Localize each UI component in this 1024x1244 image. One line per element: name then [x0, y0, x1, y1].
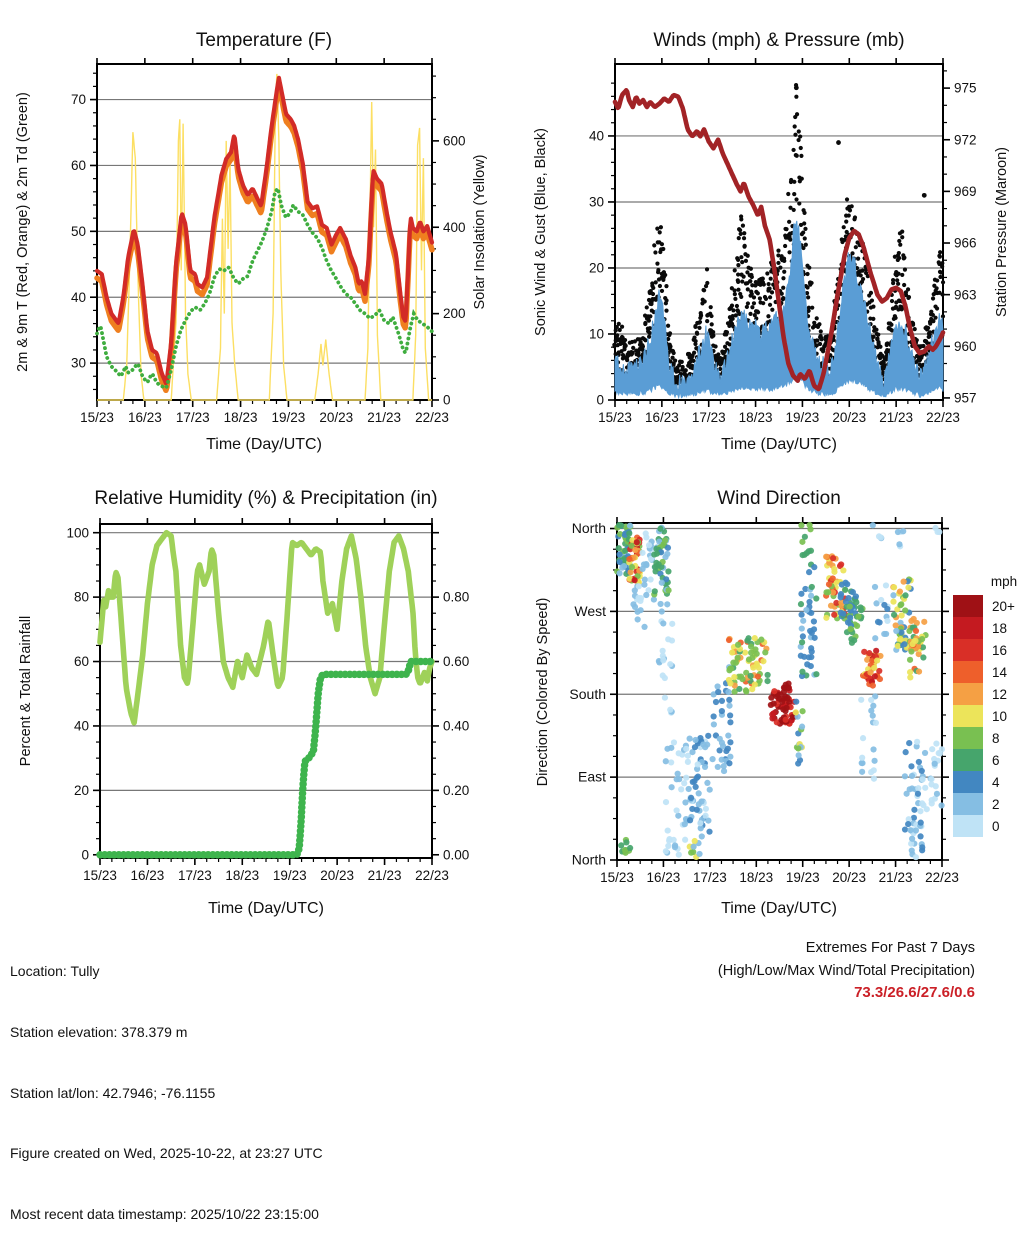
svg-text:15/23: 15/23 [80, 410, 114, 425]
svg-text:40: 40 [588, 128, 604, 144]
station-elevation: Station elevation: 378.379 m [10, 1024, 188, 1041]
svg-text:18/23: 18/23 [225, 868, 260, 883]
svg-text:18/23: 18/23 [223, 410, 258, 425]
svg-text:30: 30 [588, 194, 604, 210]
svg-text:20/23: 20/23 [319, 410, 354, 425]
svg-text:18: 18 [992, 621, 1008, 636]
wind-gust-y-axis-label-left: Sonic Wind & Gust (Blue, Black) [533, 128, 549, 336]
svg-text:15/23: 15/23 [598, 410, 632, 425]
svg-text:16/23: 16/23 [646, 870, 681, 885]
pressure-y-axis-label-right: Station Pressure (Maroon) [994, 146, 1010, 318]
temperature-x-axis-label: Time (Day/UTC) [206, 436, 322, 453]
extremes-title: Extremes For Past 7 Days [805, 940, 975, 956]
svg-text:972: 972 [954, 132, 977, 148]
svg-text:16/23: 16/23 [644, 410, 679, 425]
svg-text:966: 966 [954, 235, 977, 251]
svg-text:60: 60 [73, 654, 89, 670]
svg-text:16/23: 16/23 [127, 410, 162, 425]
svg-text:North: North [571, 520, 606, 537]
direction-y-axis-label-left: Direction (Colored By Speed) [535, 597, 551, 787]
svg-text:0: 0 [443, 392, 451, 408]
svg-text:19/23: 19/23 [785, 410, 820, 425]
svg-text:963: 963 [954, 287, 977, 303]
svg-text:0.80: 0.80 [443, 589, 470, 605]
svg-text:0: 0 [992, 819, 1000, 834]
humidity-precip-chart-title: Relative Humidity (%) & Precipitation (in) [94, 488, 438, 509]
svg-text:20+: 20+ [992, 599, 1015, 614]
svg-text:21/23: 21/23 [367, 868, 402, 883]
svg-text:17/23: 17/23 [177, 868, 212, 883]
svg-text:16/23: 16/23 [130, 868, 165, 883]
wind-direction-chart-title: Wind Direction [717, 488, 841, 509]
svg-text:South: South [569, 685, 606, 702]
wind-direction-plot [569, 517, 958, 885]
svg-text:15/23: 15/23 [83, 868, 117, 883]
svg-text:80: 80 [73, 589, 89, 605]
svg-text:70: 70 [70, 92, 86, 108]
svg-text:19/23: 19/23 [271, 410, 306, 425]
svg-text:18/23: 18/23 [739, 870, 774, 885]
svg-text:60: 60 [70, 158, 86, 174]
svg-text:22/23: 22/23 [925, 870, 959, 885]
svg-text:2: 2 [992, 797, 1000, 812]
svg-text:40: 40 [73, 718, 89, 734]
station-location: Location: Tully [10, 963, 100, 980]
svg-text:600: 600 [443, 133, 466, 149]
svg-text:960: 960 [954, 338, 977, 354]
svg-text:18/23: 18/23 [738, 410, 773, 425]
extremes-summary [718, 937, 975, 1005]
svg-text:200: 200 [443, 306, 466, 322]
svg-text:0.40: 0.40 [443, 718, 470, 734]
svg-text:6: 6 [992, 753, 1000, 768]
station-metadata [10, 921, 323, 1244]
svg-text:4: 4 [992, 775, 1000, 790]
winds-x-axis-label: Time (Day/UTC) [721, 436, 837, 453]
svg-text:957: 957 [954, 390, 977, 406]
svg-text:20/23: 20/23 [320, 868, 355, 883]
temperature-chart-title: Temperature (F) [195, 30, 333, 51]
svg-text:0.60: 0.60 [443, 654, 470, 670]
svg-text:10: 10 [588, 326, 604, 342]
svg-text:0: 0 [81, 847, 89, 863]
most-recent-data-timestamp: Most recent data timestamp: 2025/10/22 23:15:00 [10, 1205, 319, 1222]
humidity-precip-plot [66, 518, 469, 883]
svg-text:22/23: 22/23 [415, 868, 449, 883]
svg-text:100: 100 [66, 525, 89, 541]
svg-text:19/23: 19/23 [272, 868, 307, 883]
svg-text:22/23: 22/23 [926, 410, 960, 425]
svg-text:400: 400 [443, 219, 466, 235]
svg-text:8: 8 [992, 731, 1000, 746]
svg-text:21/23: 21/23 [367, 410, 402, 425]
svg-text:North: North [571, 851, 606, 868]
svg-text:20/23: 20/23 [832, 870, 867, 885]
svg-text:17/23: 17/23 [691, 410, 726, 425]
station-latlon: Station lat/lon: 42.7946; -76.1155 [10, 1084, 216, 1101]
humidity-x-axis-label: Time (Day/UTC) [208, 900, 324, 917]
solar-y-axis-label-right: Solar Insolation (Yellow) [472, 154, 488, 310]
wind-speed-colorbar [953, 595, 1015, 837]
figure-created-timestamp: Figure created on Wed, 2025-10-22, at 23:27 UTC [10, 1145, 323, 1162]
svg-text:19/23: 19/23 [785, 870, 820, 885]
winds-pressure-plot [589, 58, 977, 425]
svg-text:10: 10 [992, 709, 1008, 724]
svg-text:20: 20 [588, 260, 604, 276]
svg-text:East: East [577, 768, 606, 785]
svg-text:14: 14 [992, 665, 1008, 680]
svg-text:20/23: 20/23 [832, 410, 867, 425]
extremes-values: 73.3/26.6/27.6/0.6 [854, 984, 975, 1001]
svg-text:0: 0 [596, 392, 604, 408]
temperature-y-axis-label-left: 2m & 9m T (Red, Orange) & 2m Td (Green) [15, 92, 31, 372]
svg-text:40: 40 [70, 289, 86, 305]
svg-text:17/23: 17/23 [175, 410, 210, 425]
winds-pressure-chart-title: Winds (mph) & Pressure (mb) [653, 30, 905, 51]
svg-text:975: 975 [954, 80, 977, 96]
colorbar-units-label: mph [990, 574, 1018, 589]
svg-text:0.00: 0.00 [443, 847, 470, 863]
svg-text:West: West [574, 602, 606, 619]
wind-direction-x-axis-label: Time (Day/UTC) [721, 900, 837, 917]
svg-text:30: 30 [70, 355, 86, 371]
svg-text:969: 969 [954, 183, 977, 199]
temperature-plot [71, 58, 466, 425]
svg-text:0.20: 0.20 [443, 782, 470, 798]
svg-text:15/23: 15/23 [600, 870, 634, 885]
svg-text:50: 50 [70, 223, 86, 239]
svg-text:12: 12 [992, 687, 1008, 702]
svg-text:21/23: 21/23 [878, 870, 913, 885]
svg-text:20: 20 [73, 782, 89, 798]
extremes-subtitle: (High/Low/Max Wind/Total Precipitation) [717, 962, 975, 979]
svg-text:16: 16 [992, 643, 1008, 658]
rainfall-y-axis-label-left: Percent & Total Rainfall [18, 615, 34, 767]
svg-text:21/23: 21/23 [879, 410, 914, 425]
svg-text:22/23: 22/23 [415, 410, 449, 425]
svg-text:17/23: 17/23 [692, 870, 727, 885]
